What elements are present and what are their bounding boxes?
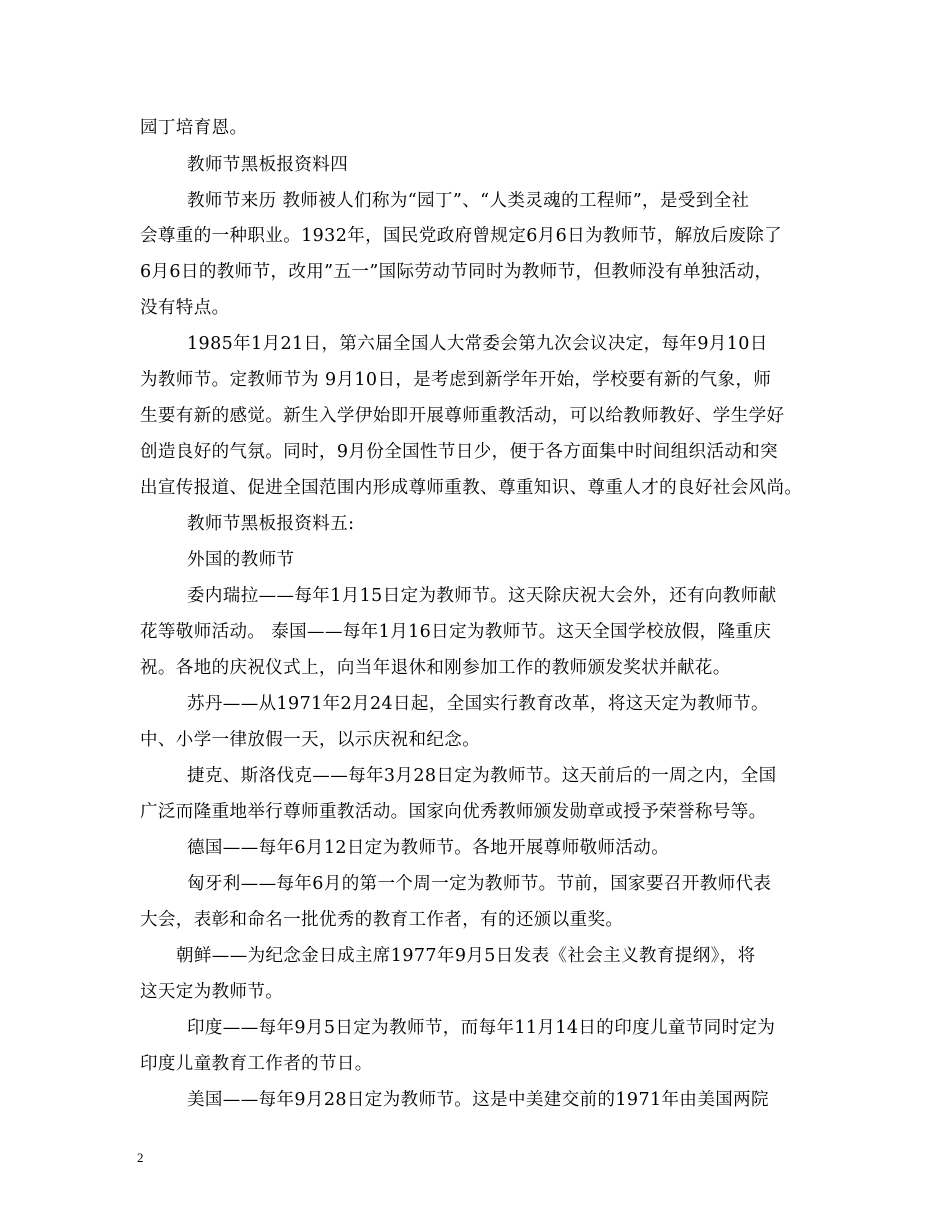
text-line: 朝鲜——为纪念金日成主席1977年9月5日发表《社会主义教育提纲》，将 [176, 946, 756, 966]
text-line: 委内瑞拉——每年1月15日定为教师节。这天除庆祝大会外，还有向教师献 [187, 586, 777, 606]
section-subheading: 外国的教师节 [187, 550, 295, 570]
text-line: 创造良好的气氛。同时，9月份全国性节日少，便于各方面集中时间组织活动和突 [140, 442, 779, 462]
text-line: 匈牙利——每年6月的第一个周一定为教师节。节前，国家要召开教师代表 [187, 874, 772, 894]
section-heading: 教师节黑板报资料五: [187, 514, 355, 534]
text-line: 印度儿童教育工作者的节日。 [140, 1054, 373, 1074]
text-line: 为教师节。定教师节为 9月10日，是考虑到新学年开始，学校要有新的气象，师 [140, 370, 772, 390]
page-number: 2 [137, 1150, 144, 1165]
text-line: 生要有新的感觉。新生入学伊始即开展尊师重教活动，可以给教师教好、学生学好 [140, 406, 785, 426]
text-line: 印度——每年9月5日定为教师节，而每年11月14日的印度儿童节同时定为 [187, 1018, 776, 1038]
text-line: 大会，表彰和命名一批优秀的教育工作者，有的还颁以重奖。 [140, 910, 624, 930]
text-line: 园丁培育恩。 [140, 118, 248, 138]
text-line: 美国——每年9月28日定为教师节。这是中美建交前的1971年由美国两院 [187, 1090, 769, 1110]
text-line: 1985年1月21日，第六届全国人大常委会第九次会议决定，每年9月10日 [187, 334, 768, 354]
text-line: 教师节来历 教师被人们称为“园丁”、“人类灵魂的工程师”，是受到全社 [187, 191, 750, 211]
section-heading: 教师节黑板报资料四 [187, 155, 349, 175]
text-line: 祝。各地的庆祝仪式上，向当年退休和刚参加工作的教师颁发奖状并献花。 [140, 658, 731, 678]
text-line: 广泛而隆重地举行尊师重教活动。国家向优秀教师颁发勋章或授予荣誉称号等。 [140, 802, 767, 822]
text-line: 苏丹——从1971年2月24日起，全国实行教育改革，将这天定为教师节。 [187, 694, 769, 714]
text-line: 会尊重的一种职业。1932年，国民党政府曾规定6月6日为教师节，解放后废除了 [140, 226, 783, 246]
text-line: 花等敬师活动。 泰国——每年1月16日定为教师节。这天全国学校放假，隆重庆 [140, 622, 772, 642]
text-line: 这天定为教师节。 [140, 982, 284, 1002]
text-line: 德国——每年6月12日定为教师节。各地开展尊师敬师活动。 [187, 838, 670, 858]
text-line: 中、小学一律放假一天，以示庆祝和纪念。 [140, 730, 481, 750]
text-line: 6月6日的教师节，改用”五一”国际劳动节同时为教师节，但教师没有单独活动， [140, 262, 773, 282]
text-line: 没有特点。 [140, 298, 230, 318]
text-line: 捷克、斯洛伐克——每年3月28日定为教师节。这天前后的一周之内，全国 [187, 766, 777, 786]
text-line: 出宣传报道、促进全国范围内形成尊师重教、尊重知识、尊重人才的良好社会风尚。 [140, 478, 803, 498]
